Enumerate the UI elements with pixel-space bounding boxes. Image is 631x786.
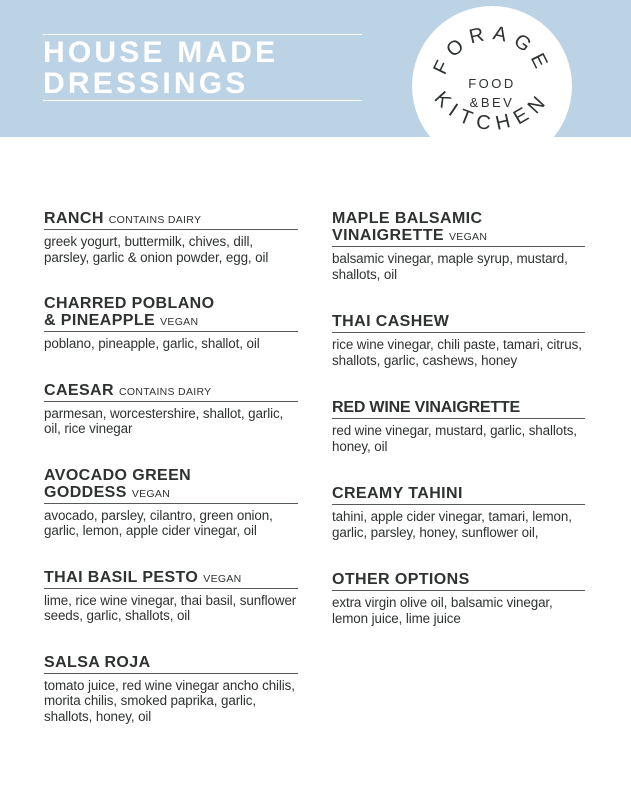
logo-bev-text: &BEV	[469, 95, 515, 110]
dressing-tag: VEGAN	[131, 487, 171, 500]
dressing-heading	[332, 313, 585, 333]
dressing-ingredients: avocado, parsley, cilantro, green onion, garlic, lemon, apple cider vinegar, oil	[44, 507, 273, 538]
dressing-tag: VEGAN	[160, 316, 199, 328]
logo-food-text: FOOD	[468, 76, 516, 91]
dressing-heading	[44, 654, 298, 674]
dressing-name-line-1: CHARRED POBLANO	[44, 295, 215, 312]
dressing-heading	[44, 467, 298, 504]
dressing-name-line-1: MAPLE BALSAMIC	[332, 210, 483, 227]
dressing-heading	[44, 569, 298, 589]
dressing-name-line-1: AVOCADO GREEN	[44, 466, 192, 484]
dressing-red-wine-vinaigrette	[332, 399, 585, 454]
dressings-left-column	[44, 210, 298, 754]
dressing-ranch	[44, 210, 298, 265]
dressing-charred-poblano	[44, 295, 298, 352]
dressing-name: THAI BASIL PESTO	[44, 568, 199, 586]
dressing-heading	[332, 399, 585, 419]
dressing-creamy-tahini	[332, 485, 585, 540]
dressing-heading	[332, 485, 585, 505]
logo-svg	[412, 6, 572, 166]
dressing-thai-basil-pesto	[44, 569, 298, 624]
dressing-avocado-green-goddess	[44, 467, 298, 539]
dressing-name: CAESAR	[44, 381, 114, 399]
dressing-heading	[332, 210, 585, 247]
dressing-ingredients: parmesan, worcestershire, shallot, garlic, oil, rice vinegar	[44, 405, 284, 436]
dressing-name: SALSA ROJA	[44, 653, 151, 671]
dressing-ingredients: greek yogurt, buttermilk, chives, dill, parsley, garlic & onion powder, egg, oil	[44, 234, 269, 265]
dressing-ingredients: rice wine vinegar, chili paste, tamari, citrus, shallots, garlic, cashews, honey	[332, 337, 582, 368]
page-title-line-1: HOUSE MADE	[43, 36, 279, 69]
dressing-ingredients: poblano, pineapple, garlic, shallot, oil	[44, 336, 260, 351]
dressing-ingredients: tomato juice, red wine vinegar ancho chilis, morita chilis, smoked paprika, garlic, shallots, honey, oil	[44, 677, 295, 724]
dressing-heading	[44, 210, 298, 230]
dressing-ingredients: red wine vinegar, mustard, garlic, shallots, honey, oil	[332, 423, 577, 454]
dressing-salsa-roja	[44, 654, 298, 725]
title-rule-bottom	[43, 100, 362, 101]
dressing-name: THAI CASHEW	[332, 313, 450, 330]
logo-arc-bottom: KITCHEN	[429, 87, 555, 135]
dressing-heading	[44, 295, 298, 332]
dressing-maple-balsamic-vinaigrette	[332, 210, 585, 282]
dressing-heading	[332, 571, 585, 591]
logo-arc-top: FORAGE	[429, 22, 555, 78]
dressing-ingredients: balsamic vinegar, maple syrup, mustard, shallots, oil	[332, 251, 568, 282]
dressing-tag: CONTAINS DAIRY	[108, 214, 202, 226]
dressing-name: & PINEAPPLE	[44, 312, 156, 329]
page-title-line-2: DRESSINGS	[43, 67, 249, 100]
dressing-name: RED WINE VINAIGRETTE	[332, 399, 521, 416]
forage-kitchen-logo	[412, 6, 572, 166]
dressing-heading	[44, 382, 298, 402]
dressing-tag: VEGAN	[448, 231, 488, 243]
dressings-right-column	[332, 210, 585, 657]
dressing-ingredients: tahini, apple cider vinegar, tamari, lemon, garlic, parsley, honey, sunflower oil,	[332, 509, 572, 540]
dressing-tag: VEGAN	[203, 572, 242, 585]
dressing-other-options	[332, 571, 585, 626]
page-title	[43, 37, 373, 99]
dressing-tag: CONTAINS DAIRY	[118, 385, 212, 398]
dressing-ingredients: lime, rice wine vinegar, thai basil, sunflower seeds, garlic, shallots, oil	[44, 592, 297, 623]
title-rule-top	[43, 34, 362, 35]
dressing-thai-cashew	[332, 313, 585, 368]
dressing-ingredients: extra virgin olive oil, balsamic vinegar, lemon juice, lime juice	[332, 595, 553, 626]
dressing-name: OTHER OPTIONS	[332, 571, 470, 588]
dressing-caesar	[44, 382, 298, 437]
dressing-name: GODDESS	[44, 483, 127, 501]
dressing-name: CREAMY TAHINI	[332, 485, 463, 502]
dressing-name: VINAIGRETTE	[332, 227, 444, 244]
dressing-name: RANCH	[44, 210, 104, 227]
